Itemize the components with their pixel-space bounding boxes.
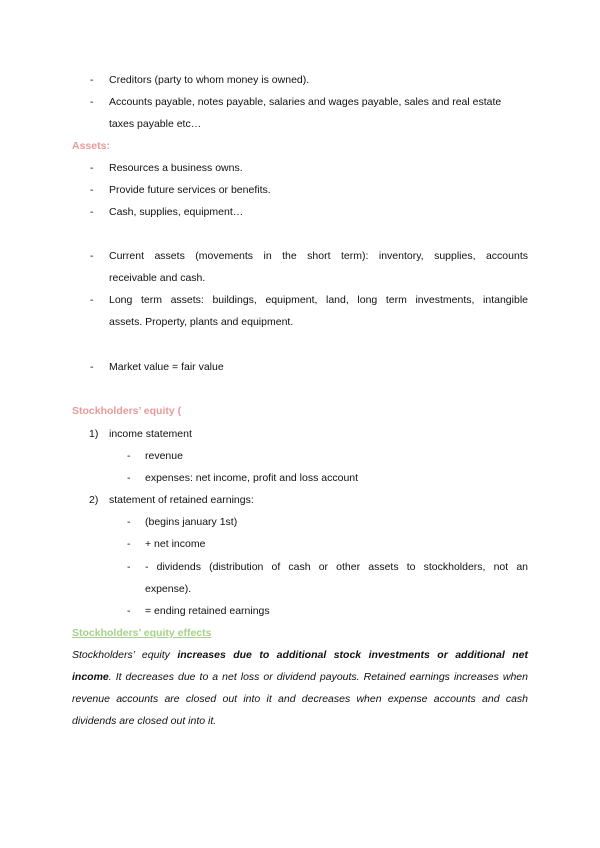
- numbered-item-text: income statement: [109, 428, 192, 440]
- equity-effects-paragraph: [72, 644, 528, 732]
- sub-list-item-text: + net income: [145, 538, 206, 550]
- bullet-dash: -: [90, 96, 94, 108]
- paragraph-line: dividends are closed out into it.: [72, 715, 217, 727]
- list-item-text: Accounts payable, notes payable, salaries and wages payable, sales and real estate: [109, 96, 502, 108]
- bullet-dash: -: [127, 472, 131, 484]
- list-item-text: assets. Property, plants and equipment.: [109, 316, 294, 328]
- sub-list-item-text: expenses: net income, profit and loss account: [145, 472, 359, 484]
- bullet-dash: -: [90, 206, 94, 218]
- list-item-text: Creditors (party to whom money is owned).: [109, 74, 310, 86]
- paragraph-line: [72, 666, 528, 688]
- list-item-text: Provide future services or benefits.: [109, 184, 271, 196]
- list-item-text: taxes payable etc…: [109, 118, 202, 130]
- bullet-dash: -: [90, 162, 94, 174]
- bullet-dash: -: [90, 361, 94, 373]
- sub-list-item-text: revenue: [145, 450, 183, 462]
- list-item-text: Market value = fair value: [109, 361, 224, 373]
- bullet-dash: -: [90, 250, 94, 262]
- equity-heading: Stockholders’ equity (: [72, 405, 182, 417]
- paragraph-line: [72, 644, 528, 666]
- paragraph-text: . It decreases due to a net loss or dividend payouts. Retained earnings increases when: [108, 671, 528, 683]
- equity-effects-heading: Stockholders’ equity effects: [72, 627, 212, 639]
- list-item-text: Resources a business owns.: [109, 162, 243, 174]
- paragraph-line: revenue accounts are closed out into it and decreases when expense accounts and cash: [72, 693, 528, 705]
- bullet-dash: -: [127, 450, 131, 462]
- bullet-dash: -: [127, 561, 131, 573]
- sub-list-item-text: (begins january 1st): [145, 516, 238, 528]
- numbered-item-text: statement of retained earnings:: [109, 494, 254, 506]
- paragraph-emphasis: increases due to additional stock investments or additional net: [177, 649, 528, 661]
- bullet-dash: -: [90, 74, 94, 86]
- paragraph-text: Stockholders’ equity: [72, 649, 178, 661]
- item-number: 1): [89, 428, 99, 440]
- list-item-text: Current assets (movements in the short term): inventory, supplies, accounts: [109, 250, 528, 262]
- list-item-text: Long term assets: buildings, equipment, land, long term investments, intangible: [109, 294, 528, 306]
- sub-list-item-text: expense).: [145, 583, 192, 595]
- paragraph-emphasis: income: [72, 671, 109, 683]
- sub-list-item-text: = ending retained earnings: [145, 605, 270, 617]
- bullet-dash: -: [127, 605, 131, 617]
- bullet-dash: -: [127, 538, 131, 550]
- bullet-dash: -: [127, 516, 131, 528]
- list-item-text: receivable and cash.: [109, 272, 206, 284]
- bullet-dash: -: [90, 294, 94, 306]
- bullet-dash: -: [90, 184, 94, 196]
- assets-heading: Assets:: [72, 140, 110, 152]
- item-number: 2): [89, 494, 99, 506]
- sub-list-item-text: - dividends (distribution of cash or other assets to stockholders, not an: [145, 561, 528, 573]
- list-item-text: Cash, supplies, equipment…: [109, 206, 244, 218]
